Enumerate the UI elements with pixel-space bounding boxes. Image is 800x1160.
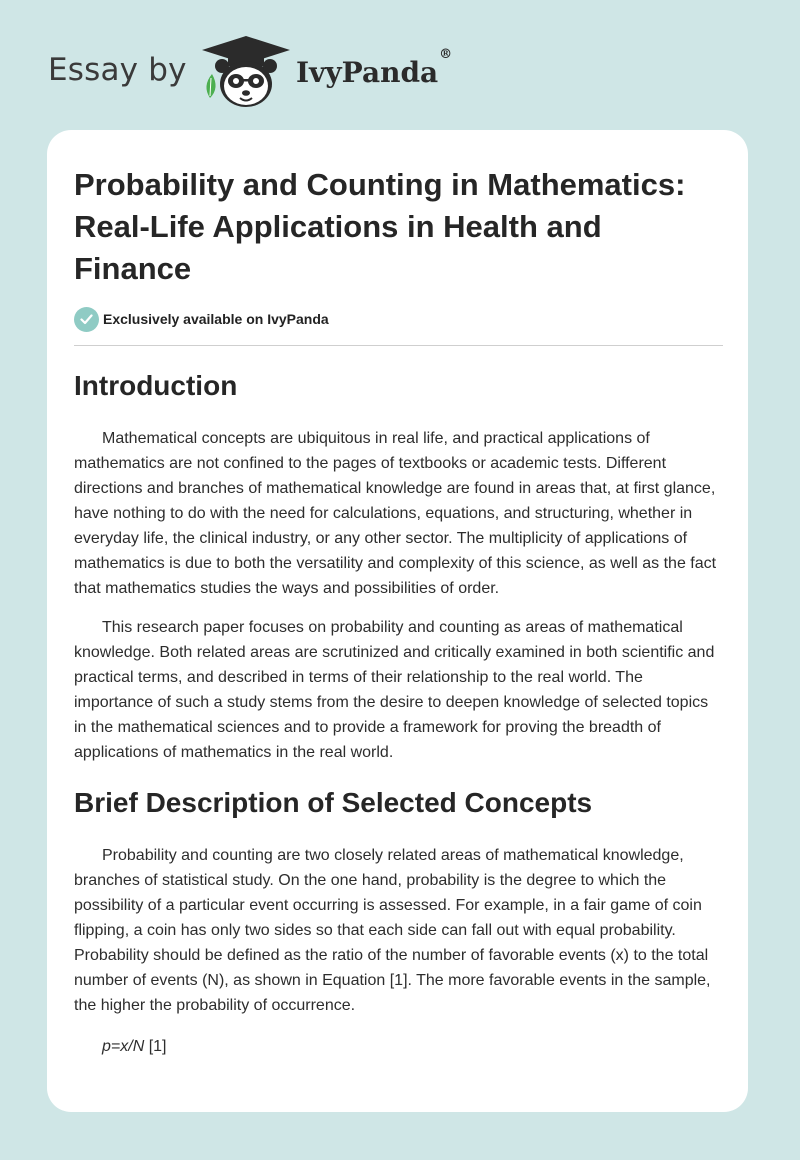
equation [74, 1034, 724, 1059]
equation-formula: p=x/N [102, 1038, 145, 1055]
brand-text: IvyPanda [296, 56, 439, 89]
paragraph: Probability and counting are two closely related areas of mathematical knowledge, branches of statistical study. On the one hand, probability is the degree to which the possibility of a particular event occurring is assessed. For example, in a fair game of coin flipping, a coin has only two sides so that each side can fall out with equal probability. Probability should be defined as the ratio of the number of favorable events (x) to the total number of events (N), as shown in Equation [1]. The more favorable events in the sample, the higher the probability of occurrence. [74, 847, 711, 1014]
exclusive-badge-text: Exclusively available on IvyPanda [103, 311, 329, 327]
equation-reference: [1] [148, 1038, 167, 1055]
essay-title: Probability and Counting in Mathematics: Real-Life Applications in Health and Finance [74, 167, 686, 286]
check-circle-icon [74, 307, 99, 332]
trademark-symbol: ® [439, 46, 453, 62]
section-heading-brief-description: Brief Description of Selected Concepts [74, 787, 593, 818]
panda-logo-icon[interactable] [198, 34, 294, 110]
exclusive-badge [74, 306, 329, 332]
paragraph: Mathematical concepts are ubiquitous in real life, and practical applications of mathematics are not confined to the pages of textbooks or academic tests. Different directions and branches of mathematical knowledge are found in areas that, at first glance, have nothing to do with the need for calculations, equations, and structuring, whether in everyday life, the clinical industry, or any other sector. The multiplicity of applications of mathematics is due to both the versatility and complexity of this science, as well as the fact that mathematics studies the ways and possibilities of order. [74, 430, 717, 597]
title-divider [74, 345, 723, 346]
site-header [48, 30, 508, 110]
paragraph: This research paper focuses on probability and counting as areas of mathematical knowledge. Both related areas are scrutinized and critically examined in both scientific and practical terms, and described in terms of their relationship to the real world. The importance of such a study stems from the desire to deepen knowledge of selected topics in the mathematical sciences and to provide a framework for proving the breadth of applications of mathematics in the real world. [74, 619, 715, 761]
essay-card [47, 130, 748, 1112]
essay-body [74, 366, 724, 1059]
essay-by-label: Essay by [48, 52, 187, 88]
brand-name[interactable] [296, 46, 453, 89]
section-heading-introduction: Introduction [74, 370, 238, 401]
